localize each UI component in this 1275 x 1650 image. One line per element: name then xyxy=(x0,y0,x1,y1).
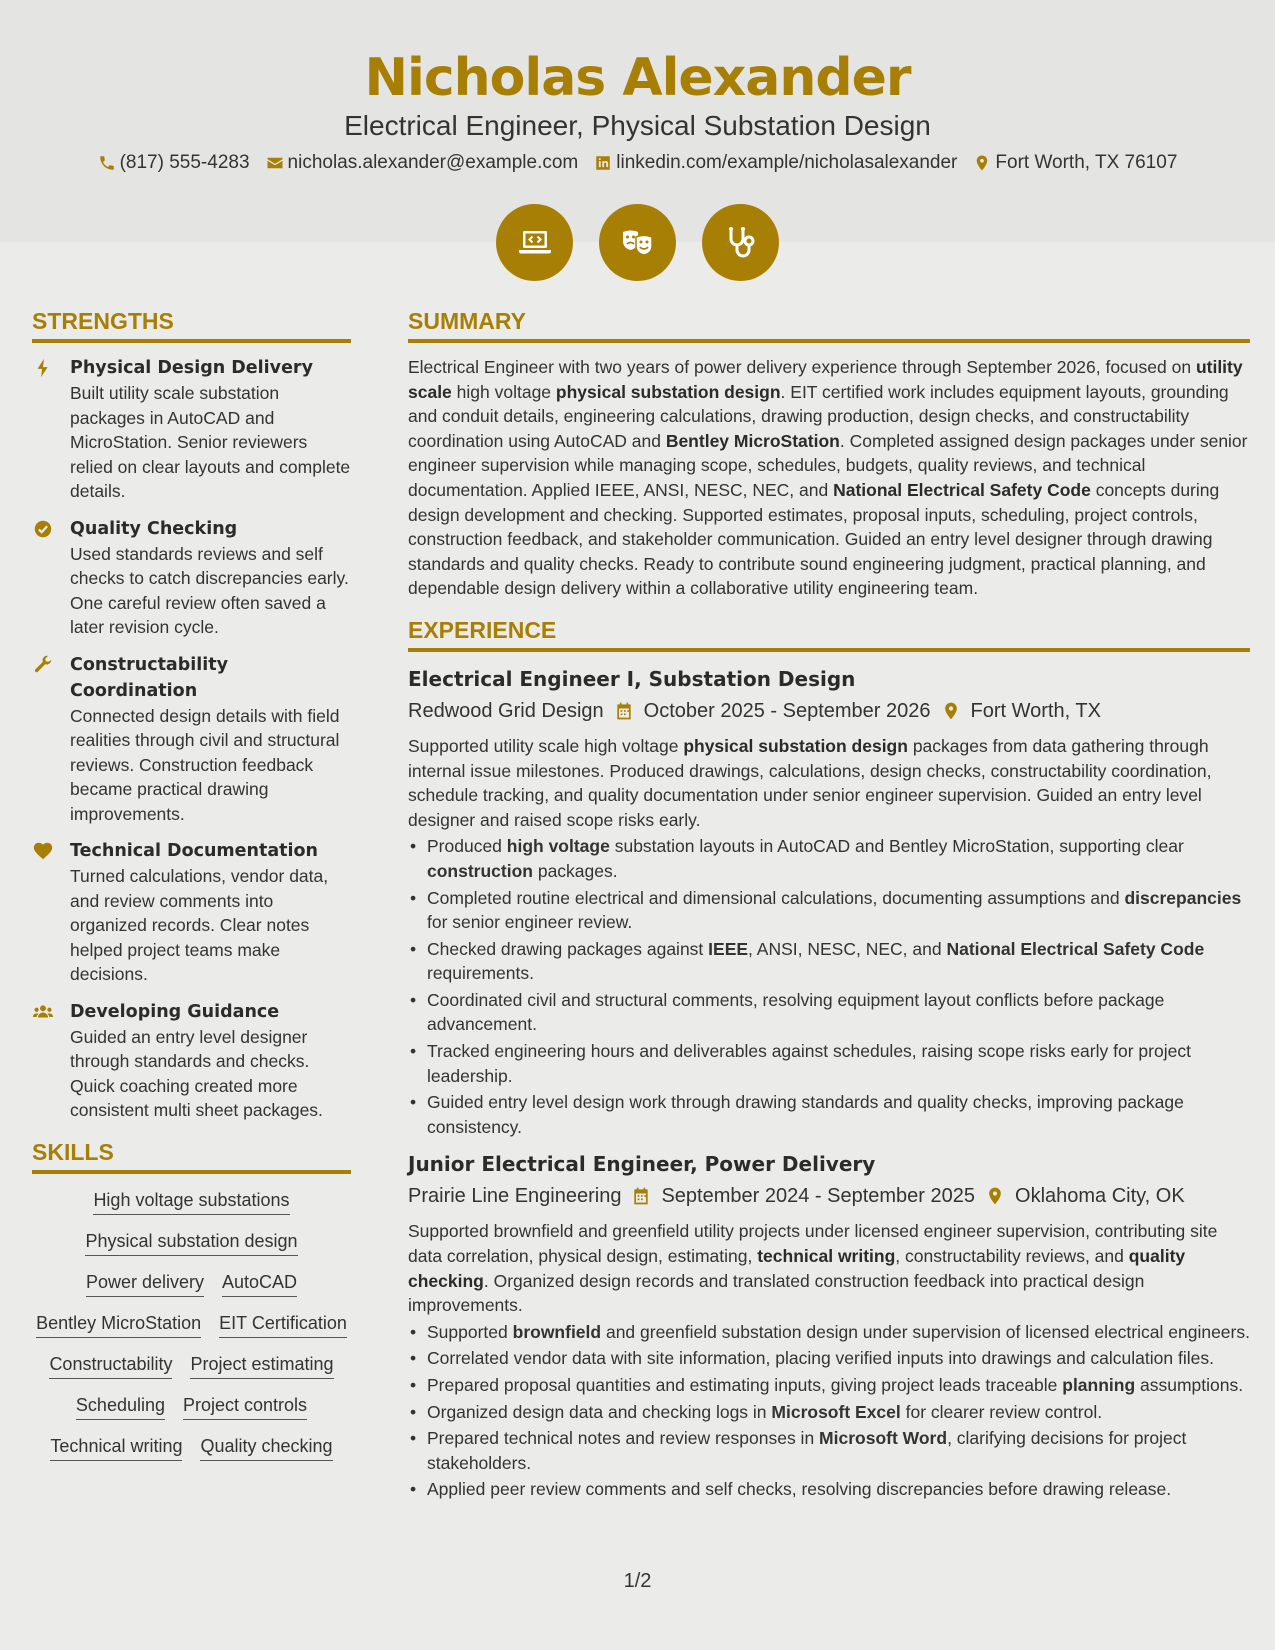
skill-tag: Scheduling xyxy=(76,1395,165,1420)
bullet-item: • Applied peer review comments and self checks, resolving discrepancies before drawing release. xyxy=(408,1477,1250,1502)
calendar-icon xyxy=(631,1186,651,1206)
bullet-item: • Checked drawing packages against IEEE, ANSI, NESC, NEC, and National Electrical Safety Code requirements. xyxy=(408,937,1250,986)
skill-tag: Technical writing xyxy=(50,1436,182,1461)
stethoscope-icon xyxy=(721,223,761,263)
job-dates: October 2025 - September 2026 xyxy=(643,699,931,722)
job-company: Redwood Grid Design xyxy=(408,699,604,722)
location-icon xyxy=(973,154,991,172)
bullet-item: • Correlated vendor data with site information, placing verified inputs into drawings and calculation files. xyxy=(408,1346,1250,1371)
job-dates: September 2024 - September 2025 xyxy=(661,1185,976,1208)
strength-text: Connected design details with field realities through civil and structural reviews. Construction feedback became practical drawing improvements. xyxy=(70,705,340,824)
location-icon xyxy=(941,701,961,721)
strength-title: Developing Guidance xyxy=(70,1001,280,1022)
headline: Electrical Engineer, Physical Substation Design xyxy=(344,110,931,141)
strength-item xyxy=(32,838,351,987)
check-circle-icon xyxy=(32,518,54,540)
job-description: Supported utility scale high voltage physical substation design packages from data gathering through internal issue milestones. Produced drawings, calculations, design checks, constructability coordination, schedule tracking, and quality documentation under senior engineer supervision. Guided an entry level designer and raised scope risks early. xyxy=(408,735,1212,830)
strength-item xyxy=(32,516,351,640)
bullet-item: • Organized design data and checking logs in Microsoft Excel for clearer review control. xyxy=(408,1400,1250,1425)
candidate-name: Nicholas Alexander xyxy=(364,48,911,108)
heart-icon xyxy=(32,840,54,862)
location-text: Fort Worth, TX 76107 xyxy=(995,152,1178,173)
job-company: Prairie Line Engineering xyxy=(408,1185,622,1208)
job-location: Fort Worth, TX xyxy=(970,699,1101,722)
strength-text: Built utility scale substation packages in AutoCAD and MicroStation. Senior reviewers relied on clear layouts and complete details. xyxy=(70,383,351,501)
contact-location xyxy=(973,152,1177,174)
strength-item xyxy=(32,355,351,504)
strengths-heading: STRENGTHS xyxy=(32,308,351,343)
laptop-code-icon xyxy=(515,223,555,263)
email-icon xyxy=(266,154,284,172)
job-title: Junior Electrical Engineer, Power Delivery xyxy=(408,1152,876,1177)
job-bullets xyxy=(408,1320,1250,1502)
bullet-item: • Tracked engineering hours and deliverables against schedules, raising scope risks early for project leadership. xyxy=(408,1039,1250,1088)
bullet-item: • Supported brownfield and greenfield substation design under supervision of licensed electrical engineers. xyxy=(408,1320,1250,1345)
bolt-icon xyxy=(32,357,54,379)
right-column xyxy=(408,308,1250,1504)
bullet-item: • Produced high voltage substation layouts in AutoCAD and Bentley MicroStation, supporting clear construction packages. xyxy=(408,834,1250,883)
calendar-icon xyxy=(614,701,634,721)
page-number: 1/2 xyxy=(623,1570,652,1592)
skill-tag: EIT Certification xyxy=(219,1313,347,1338)
strength-title: Constructability Coordination xyxy=(70,654,229,701)
contact-email[interactable] xyxy=(266,152,579,174)
job-meta xyxy=(408,694,1250,728)
summary-heading: SUMMARY xyxy=(408,308,1250,343)
bullet-item: • Coordinated civil and structural comments, resolving equipment layout conflicts before package advancement. xyxy=(408,988,1250,1037)
strength-text: Guided an entry level designer through standards and checks. Quick coaching created more consistent multi sheet packages. xyxy=(70,1026,323,1120)
badge-laptop xyxy=(496,204,573,281)
contact-phone[interactable] xyxy=(98,152,250,174)
skill-tag: Quality checking xyxy=(200,1436,332,1461)
left-column xyxy=(32,308,351,1461)
skill-tag: High voltage substations xyxy=(93,1190,289,1215)
strength-title: Technical Documentation xyxy=(70,841,319,861)
skill-tag: Project controls xyxy=(183,1395,307,1420)
experience-heading: EXPERIENCE xyxy=(408,617,1250,652)
job-meta xyxy=(408,1179,1250,1213)
strength-text: Turned calculations, vendor data, and review comments into organized records. Clear notes helped project teams make decisions. xyxy=(70,866,329,984)
job-description: Supported brownfield and greenfield utility projects under licensed engineer supervision, contributing site data correlation, physical design, estimating, technical writing, constructability reviews, and quality checking. Organized design records and translated construction feedback into practical design improvements. xyxy=(408,1221,1218,1316)
strength-text: Used standards reviews and self checks to catch discrepancies early. One careful review often saved a later revision cycle. xyxy=(70,543,349,637)
badge-row xyxy=(0,204,1275,281)
job-entry xyxy=(408,664,1250,1140)
strength-title: Physical Design Delivery xyxy=(70,358,313,378)
badge-masks xyxy=(599,204,676,281)
bullet-item: • Completed routine electrical and dimensional calculations, documenting assumptions and discrepancies for senior engineer review. xyxy=(408,886,1250,935)
skills-list xyxy=(32,1186,351,1461)
strength-title: Quality Checking xyxy=(70,518,238,539)
strength-item xyxy=(32,652,351,827)
location-icon xyxy=(985,1186,1005,1206)
skill-tag: Project estimating xyxy=(190,1354,333,1379)
bullet-item: • Prepared proposal quantities and estimating inputs, giving project leads traceable planning assumptions. xyxy=(408,1373,1250,1398)
skill-tag: AutoCAD xyxy=(222,1272,297,1297)
job-bullets xyxy=(408,834,1250,1139)
bullet-item: • Prepared technical notes and review responses in Microsoft Word, clarifying decisions for project stakeholders. xyxy=(408,1426,1250,1475)
phone-text: (817) 555-4283 xyxy=(119,152,250,173)
skill-tag: Power delivery xyxy=(86,1272,204,1297)
phone-icon xyxy=(98,154,116,172)
users-icon xyxy=(32,1001,54,1023)
summary-text: Electrical Engineer with two years of power delivery experience through September 2026, focused on utility scale high voltage physical substation design. EIT certified work includes equipment layouts, grounding and conduit details, engineering calculations, drawing production, design checks, and constructability coordination using AutoCAD and Bentley MicroStation. Completed assigned design packages under senior engineer supervision while managing scope, schedules, budgets, quality reviews, and technical documentation. Applied IEEE, ANSI, NESC, NEC, and National Electrical Safety Code concepts during design development and checking. Supported estimates, proposal inputs, scheduling, project controls, construction feedback, and stakeholder communication. Guided an entry level designer through drawing standards and quality checks. Ready to contribute sound engineering judgment, practical planning, and dependable design delivery within a collaborative utility engineering team. xyxy=(408,357,1248,599)
email-text: nicholas.alexander@example.com xyxy=(287,152,579,173)
linkedin-icon xyxy=(594,154,612,172)
badge-stethoscope xyxy=(702,204,779,281)
strength-item xyxy=(32,999,351,1123)
linkedin-text: linkedin.com/example/nicholasalexander xyxy=(616,152,958,173)
wrench-icon xyxy=(32,654,54,676)
contact-linkedin[interactable] xyxy=(594,152,957,174)
bullet-item: • Guided entry level design work through drawing standards and quality checks, improving package consistency. xyxy=(408,1090,1250,1139)
job-entry xyxy=(408,1149,1250,1502)
skill-tag: Physical substation design xyxy=(85,1231,297,1256)
job-title: Electrical Engineer I, Substation Design xyxy=(408,666,856,691)
skill-tag: Constructability xyxy=(49,1354,172,1379)
skill-tag: Bentley MicroStation xyxy=(36,1313,201,1338)
job-location: Oklahoma City, OK xyxy=(1015,1185,1185,1208)
skills-heading: SKILLS xyxy=(32,1139,351,1174)
theater-masks-icon xyxy=(618,223,658,263)
contact-row xyxy=(0,152,1275,174)
